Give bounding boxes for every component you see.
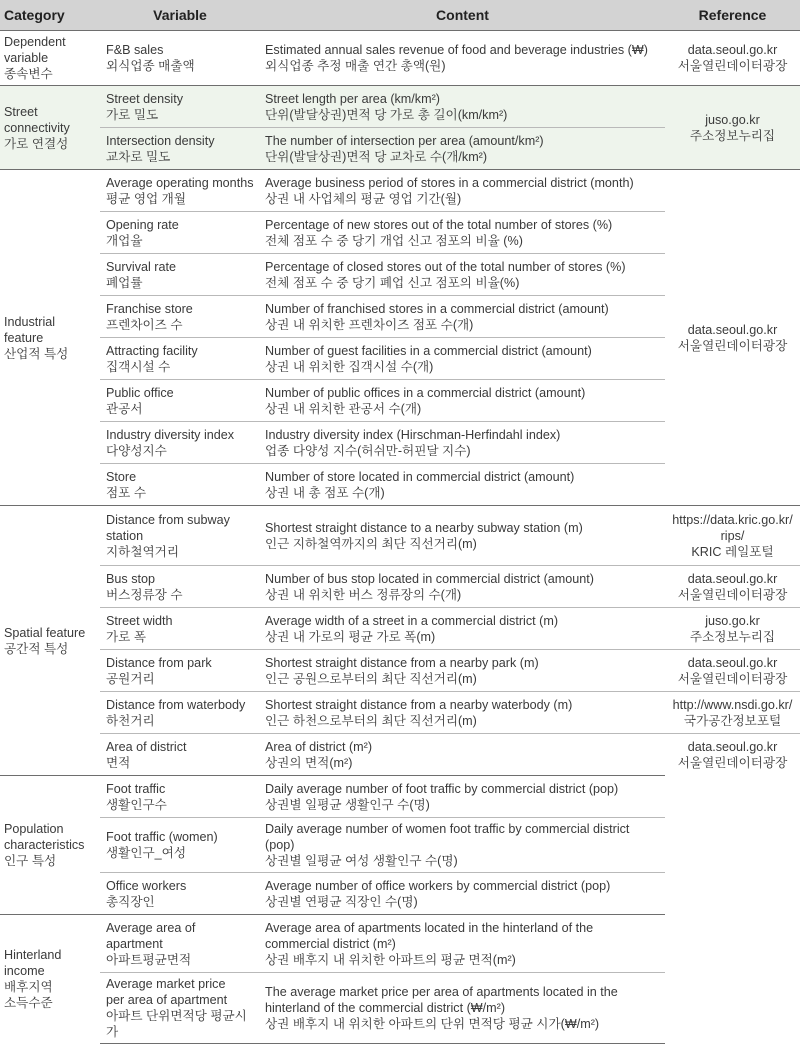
- reference-cell: data.seoul.go.kr 서울열린데이터광장: [665, 734, 800, 776]
- content-cell: Street length per area (km/km²) 단위(발달상권)면적 당 가로 총 길이(km/km²): [260, 86, 665, 128]
- variable-cell: Distance from subway station 지하철역거리: [100, 506, 260, 566]
- category-cell: Population characteristics 인구 특성: [0, 776, 100, 915]
- table-row: [0, 915, 800, 973]
- table-row: [0, 566, 800, 608]
- content-cell: Estimated annual sales revenue of food and beverage industries (₩) 외식업종 추정 매출 연간 총액(원): [260, 31, 665, 86]
- content-cell: Shortest straight distance to a nearby subway station (m) 인근 지하철역까지의 최단 직선거리(m): [260, 506, 665, 566]
- content-cell: Percentage of closed stores out of the total number of stores (%) 전체 점포 수 중 당기 폐업 신고 점포의 비율(%): [260, 254, 665, 296]
- category-cell: Dependent variable 종속변수: [0, 31, 100, 86]
- content-cell: Number of bus stop located in commercial district (amount) 상권 내 위치한 버스 정류장의 수(개): [260, 566, 665, 608]
- variable-cell: Distance from park 공원거리: [100, 650, 260, 692]
- variable-cell: Franchise store 프렌차이즈 수: [100, 296, 260, 338]
- reference-cell: http://www.nsdi.go.kr/ 국가공간정보포털: [665, 692, 800, 734]
- table-row: [0, 818, 800, 873]
- variable-cell: Average market price per area of apartment 아파트 단위면적당 평균시가: [100, 973, 260, 1044]
- table-row: [0, 873, 800, 915]
- header-row: [0, 0, 800, 31]
- variable-cell: Opening rate 개업율: [100, 212, 260, 254]
- content-cell: Number of franchised stores in a commercial district (amount) 상권 내 위치한 프렌차이즈 점포 수(개): [260, 296, 665, 338]
- variable-cell: Average area of apartment 아파트평균면적: [100, 915, 260, 973]
- variable-cell: Store 점포 수: [100, 464, 260, 506]
- content-cell: Industry diversity index (Hirschman-Herfindahl index) 업종 다양성 지수(허쉬만-허핀달 지수): [260, 422, 665, 464]
- group-population-characteristics: [0, 776, 800, 915]
- content-cell: Average business period of stores in a commercial district (month) 상권 내 사업체의 평균 영업 기간(월): [260, 170, 665, 212]
- group-industrial-feature: [0, 170, 800, 506]
- content-cell: The average market price per area of apartments located in the hinterland of the commercial district (₩/m²) 상권 배후지 내 위치한 아파트의 단위 면적당 평균 시가(₩/m²): [260, 973, 665, 1044]
- content-cell: Average width of a street in a commercial district (m) 상권 내 가로의 평균 가로 폭(m): [260, 608, 665, 650]
- variable-cell: Public office 관공서: [100, 380, 260, 422]
- table-row: [0, 973, 800, 1044]
- group-dependent: [0, 31, 800, 86]
- group-spatial-feature: [0, 506, 800, 776]
- variable-cell: Bus stop 버스정류장 수: [100, 566, 260, 608]
- reference-cell: juso.go.kr 주소정보누리집: [665, 608, 800, 650]
- reference-cell: https://data.kric.go.kr/ rips/ KRIC 레일포털: [665, 506, 800, 566]
- variable-cell: Attracting facility 집객시설 수: [100, 338, 260, 380]
- table-row: [0, 776, 800, 818]
- table-row: [0, 734, 800, 776]
- variable-cell: Foot traffic 생활인구수: [100, 776, 260, 818]
- category-cell: Street connectivity 가로 연결성: [0, 86, 100, 170]
- table-row: [0, 31, 800, 86]
- category-cell: Hinterland income 배후지역 소득수준: [0, 915, 100, 1044]
- content-cell: Shortest straight distance from a nearby waterbody (m) 인근 하천으로부터의 최단 직선거리(m): [260, 692, 665, 734]
- reference-cell: data.seoul.go.kr 서울열린데이터광장: [665, 170, 800, 506]
- category-cell: Industrial feature 산업적 특성: [0, 170, 100, 506]
- variable-cell: Industry diversity index 다양성지수: [100, 422, 260, 464]
- table-row: [0, 170, 800, 212]
- content-cell: Daily average number of women foot traffic by commercial district (pop) 상권별 일평균 여성 생활인구 수(명): [260, 818, 665, 873]
- content-cell: Number of store located in commercial district (amount) 상권 내 총 점포 수(개): [260, 464, 665, 506]
- header-content: Content: [260, 0, 665, 31]
- content-cell: The number of intersection per area (amount/km²) 단위(발달상권)면적 당 교차로 수(개/km²): [260, 128, 665, 170]
- variable-cell: Area of district 면적: [100, 734, 260, 776]
- variable-cell: Street width 가로 폭: [100, 608, 260, 650]
- reference-cell: data.seoul.go.kr 서울열린데이터광장: [665, 650, 800, 692]
- content-cell: Area of district (m²) 상권의 면적(m²): [260, 734, 665, 776]
- variable-cell: Office workers 총직장인: [100, 873, 260, 915]
- reference-cell: juso.go.kr 주소정보누리집: [665, 86, 800, 170]
- group-street-connectivity: [0, 86, 800, 170]
- header-category: Category: [0, 0, 100, 31]
- variable-cell: F&B sales 외식업종 매출액: [100, 31, 260, 86]
- content-cell: Daily average number of foot traffic by commercial district (pop) 상권별 일평균 생활인구 수(명): [260, 776, 665, 818]
- variable-cell: Average operating months 평균 영업 개월: [100, 170, 260, 212]
- reference-cell: data.seoul.go.kr 서울열린데이터광장: [665, 31, 800, 86]
- table-row: [0, 692, 800, 734]
- variable-cell: Intersection density 교차로 밀도: [100, 128, 260, 170]
- content-cell: Average number of office workers by commercial district (pop) 상권별 연평균 직장인 수(명): [260, 873, 665, 915]
- content-cell: Number of public offices in a commercial district (amount) 상권 내 위치한 관공서 수(개): [260, 380, 665, 422]
- header-variable: Variable: [100, 0, 260, 31]
- variable-cell: Foot traffic (women) 생활인구_여성: [100, 818, 260, 873]
- content-cell: Number of guest facilities in a commercial district (amount) 상권 내 위치한 집객시설 수(개): [260, 338, 665, 380]
- group-hinterland-income: [0, 915, 800, 1044]
- variable-cell: Street density 가로 밀도: [100, 86, 260, 128]
- header-reference: Reference: [665, 0, 800, 31]
- content-cell: Shortest straight distance from a nearby park (m) 인근 공원으로부터의 최단 직선거리(m): [260, 650, 665, 692]
- table-row: [0, 86, 800, 128]
- content-cell: Percentage of new stores out of the total number of stores (%) 전체 점포 수 중 당기 개업 신고 점포의 비율 (%): [260, 212, 665, 254]
- category-cell: Spatial feature 공간적 특성: [0, 506, 100, 776]
- variable-cell: Distance from waterbody 하천거리: [100, 692, 260, 734]
- table-row: [0, 608, 800, 650]
- reference-cell: data.seoul.go.kr 서울열린데이터광장: [665, 566, 800, 608]
- content-cell: Average area of apartments located in the hinterland of the commercial district (m²) 상권 배후지 내 위치한 아파트의 평균 면적(m²): [260, 915, 665, 973]
- table-row: [0, 650, 800, 692]
- table-row: [0, 506, 800, 566]
- variable-cell: Survival rate 폐업률: [100, 254, 260, 296]
